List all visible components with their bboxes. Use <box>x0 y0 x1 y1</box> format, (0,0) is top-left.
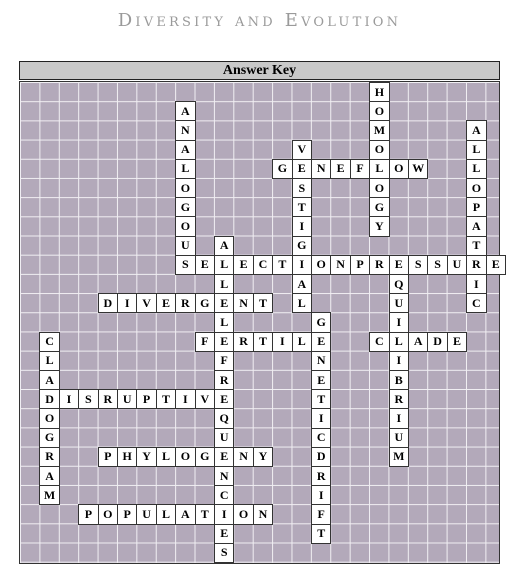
crossword-cell: G <box>272 159 292 179</box>
crossword-cell: A <box>408 332 428 352</box>
crossword-cell: Q <box>214 408 234 428</box>
crossword-cell: A <box>214 236 234 256</box>
crossword-cell: I <box>311 485 331 505</box>
crossword-cell: T <box>195 504 215 524</box>
crossword-cell: V <box>292 140 312 160</box>
crossword-cell: I <box>389 312 409 332</box>
crossword-cell: O <box>369 178 389 198</box>
crossword-cell: F <box>311 504 331 524</box>
crossword-cell: V <box>195 389 215 409</box>
crossword-cell: S <box>175 255 195 275</box>
crossword-cell: N <box>233 293 253 313</box>
crossword-cell: R <box>389 389 409 409</box>
crossword-cell: Q <box>389 274 409 294</box>
crossword-cell: L <box>214 255 234 275</box>
crossword-cell: Y <box>369 216 389 236</box>
crossword-cell: L <box>466 140 486 160</box>
crossword-grid <box>19 81 500 564</box>
crossword-cell: I <box>175 389 195 409</box>
crossword-cell: N <box>311 159 331 179</box>
crossword-cell: A <box>175 140 195 160</box>
crossword-cell: P <box>136 389 156 409</box>
answer-key-header: Answer Key <box>19 61 500 80</box>
crossword-cell: G <box>311 312 331 332</box>
crossword-cell: L <box>389 332 409 352</box>
crossword-cell: I <box>292 255 312 275</box>
crossword-cell: R <box>214 370 234 390</box>
crossword-cell: L <box>214 312 234 332</box>
crossword-cell: A <box>39 466 59 486</box>
crossword-cell: A <box>175 101 195 121</box>
crossword-cell: T <box>253 332 273 352</box>
crossword-cell: F <box>195 332 215 352</box>
crossword-cell: Y <box>136 447 156 467</box>
crossword-cell: C <box>214 485 234 505</box>
crossword-cell: F <box>214 351 234 371</box>
crossword-cell: T <box>311 389 331 409</box>
crossword-cell: F <box>350 159 370 179</box>
crossword-cell: G <box>195 447 215 467</box>
crossword-cell: I <box>466 274 486 294</box>
crossword-cell: R <box>311 466 331 486</box>
crossword-cell: T <box>466 236 486 256</box>
crossword-cell: M <box>389 447 409 467</box>
crossword-cell: O <box>369 140 389 160</box>
crossword-cell: P <box>98 447 118 467</box>
crossword-cell: D <box>311 447 331 467</box>
crossword-cell: E <box>214 332 234 352</box>
crossword-cell: O <box>175 447 195 467</box>
crossword-cell: I <box>389 408 409 428</box>
crossword-cell: R <box>39 447 59 467</box>
crossword-cell: N <box>233 447 253 467</box>
page-title: Diversity and Evolution <box>117 10 402 31</box>
crossword-cell: N <box>311 351 331 371</box>
crossword-cell: N <box>330 255 350 275</box>
crossword-cell: S <box>214 543 234 563</box>
crossword-cell: L <box>466 159 486 179</box>
crossword-cell: E <box>311 370 331 390</box>
crossword-cell: E <box>233 255 253 275</box>
crossword-cell: E <box>214 524 234 544</box>
crossword-cell: C <box>369 332 389 352</box>
crossword-cell: O <box>369 101 389 121</box>
crossword-cell: T <box>311 524 331 544</box>
crossword-cell: L <box>156 447 176 467</box>
crossword-cell: A <box>175 504 195 524</box>
crossword-cell: I <box>117 293 137 313</box>
crossword-cell: H <box>369 82 389 102</box>
crossword-cell: L <box>156 504 176 524</box>
crossword-cell: P <box>78 504 98 524</box>
crossword-cell: O <box>389 159 409 179</box>
crossword-cell: L <box>369 159 389 179</box>
crossword-cell: A <box>39 370 59 390</box>
crossword-cell: T <box>292 197 312 217</box>
crossword-cell: L <box>39 351 59 371</box>
crossword-cell: B <box>389 370 409 390</box>
crossword-cell: V <box>136 293 156 313</box>
crossword-cell: E <box>195 255 215 275</box>
crossword-cell: N <box>175 120 195 140</box>
crossword-cell: H <box>117 447 137 467</box>
crossword-cell: I <box>292 216 312 236</box>
crossword-cell: E <box>156 293 176 313</box>
crossword-cell: U <box>214 428 234 448</box>
crossword-cell: E <box>214 293 234 313</box>
crossword-cell: E <box>292 159 312 179</box>
crossword-cell: P <box>350 255 370 275</box>
crossword-cell: I <box>59 389 79 409</box>
crossword-cell: U <box>389 293 409 313</box>
crossword-cell: A <box>466 120 486 140</box>
crossword-cell: R <box>175 293 195 313</box>
crossword-cell: E <box>330 159 350 179</box>
crossword-cell: G <box>369 197 389 217</box>
crossword-cell: E <box>311 332 331 352</box>
crossword-cell: D <box>427 332 447 352</box>
crossword-cell: I <box>389 351 409 371</box>
crossword-cell: R <box>233 332 253 352</box>
crossword-cell: G <box>195 293 215 313</box>
crossword-cell: T <box>272 255 292 275</box>
crossword-cell: U <box>389 428 409 448</box>
crossword-cell: I <box>311 408 331 428</box>
crossword-cell: D <box>39 389 59 409</box>
crossword-cell: E <box>486 255 506 275</box>
crossword-cell: L <box>214 274 234 294</box>
crossword-cell: C <box>466 293 486 313</box>
crossword-cell: A <box>292 274 312 294</box>
crossword-cell: O <box>98 504 118 524</box>
crossword-cell: E <box>447 332 467 352</box>
crossword-cell: S <box>427 255 447 275</box>
crossword-cell: O <box>175 216 195 236</box>
crossword-cell: O <box>311 255 331 275</box>
crossword-cell: U <box>175 236 195 256</box>
crossword-cell: T <box>253 293 273 313</box>
crossword-cell: O <box>39 408 59 428</box>
crossword-cell: O <box>466 178 486 198</box>
crossword-cell: R <box>369 255 389 275</box>
crossword-cell: E <box>214 447 234 467</box>
crossword-cell: P <box>117 504 137 524</box>
crossword-cell: M <box>39 485 59 505</box>
crossword-cell: T <box>156 389 176 409</box>
crossword-cell: U <box>447 255 467 275</box>
crossword-cell: L <box>292 332 312 352</box>
crossword-cell: S <box>78 389 98 409</box>
crossword-cell: M <box>369 120 389 140</box>
crossword-cell: S <box>408 255 428 275</box>
crossword-cell: L <box>292 293 312 313</box>
crossword-cell: U <box>117 389 137 409</box>
crossword-cell: W <box>408 159 428 179</box>
crossword-cell: D <box>98 293 118 313</box>
crossword-cell: I <box>214 504 234 524</box>
crossword-cell: C <box>253 255 273 275</box>
crossword-cell: C <box>311 428 331 448</box>
crossword-cell: R <box>98 389 118 409</box>
crossword-cell: G <box>39 428 59 448</box>
crossword-cell: R <box>466 255 486 275</box>
crossword-cell: G <box>292 236 312 256</box>
crossword-cell: O <box>233 504 253 524</box>
crossword-cell: A <box>466 216 486 236</box>
crossword-cell: S <box>292 178 312 198</box>
crossword-cell: E <box>214 389 234 409</box>
crossword-cell: L <box>175 159 195 179</box>
crossword-cell: N <box>214 466 234 486</box>
crossword-cell: G <box>175 197 195 217</box>
crossword-cell: O <box>175 178 195 198</box>
crossword-cell: I <box>272 332 292 352</box>
crossword-cell: C <box>39 332 59 352</box>
crossword-cell: E <box>389 255 409 275</box>
crossword-cell: N <box>253 504 273 524</box>
crossword-cell: U <box>136 504 156 524</box>
crossword-cell: Y <box>253 447 273 467</box>
crossword-cell: P <box>466 197 486 217</box>
